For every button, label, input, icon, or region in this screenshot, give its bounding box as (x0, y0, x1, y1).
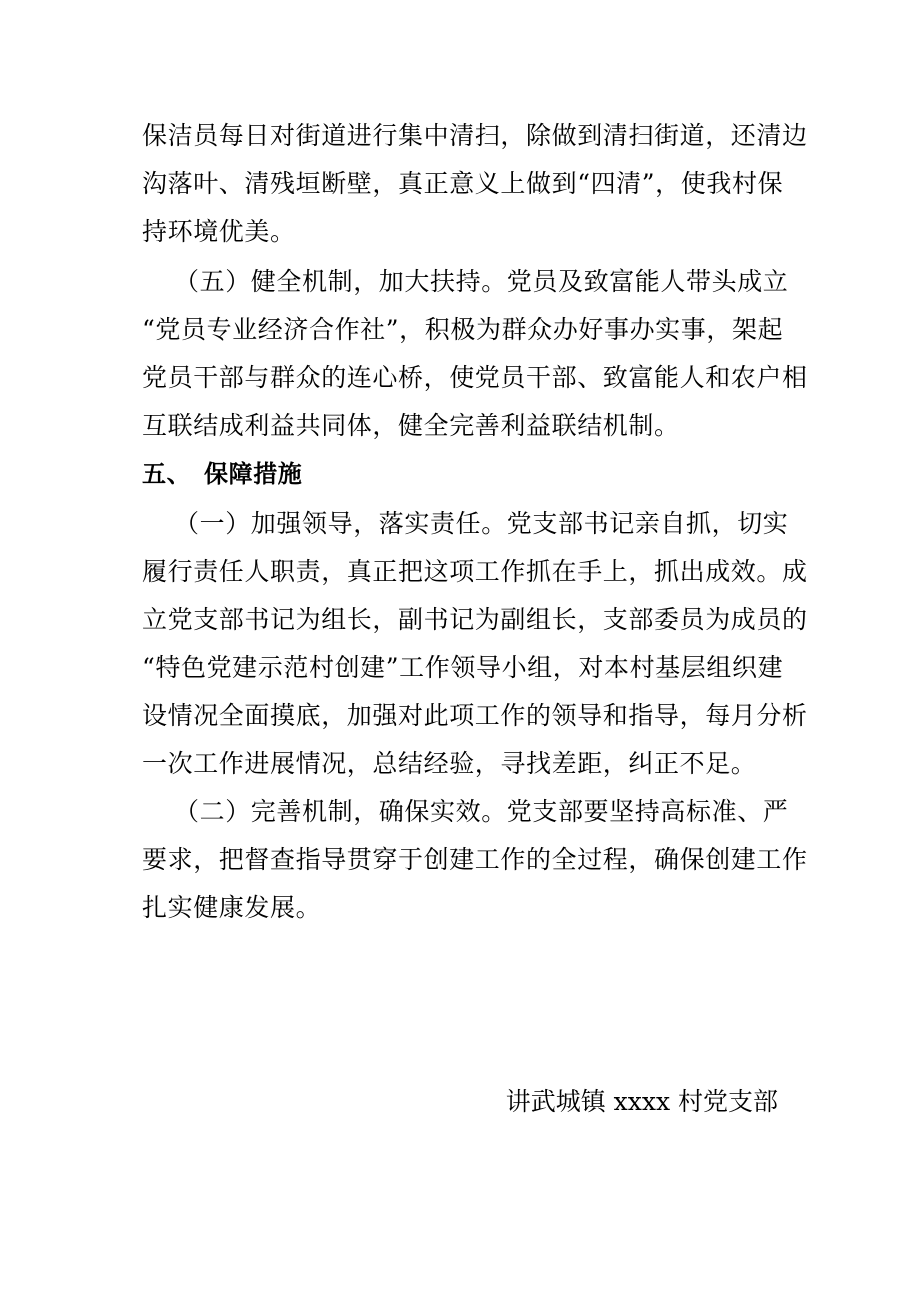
paragraph-line: 持环境优美。 (142, 217, 296, 246)
paragraph-line: 互联结成利益共同体，健全完善利益联结机制。 (142, 411, 680, 440)
paragraph-line: “党员专业经济合作社”，积极为群众办好事办实事，架起 (142, 315, 784, 344)
section-number: 五、 (142, 460, 192, 488)
signature: 讲武城镇 xxxx 村党支部 (505, 1087, 778, 1116)
section-heading (142, 450, 302, 498)
paragraph-line: 扎实健康发展。 (142, 893, 322, 922)
paragraph-line: 沟落叶、清残垣断壁，真正意义上做到“四清”，使我村保 (142, 169, 784, 198)
paragraph-line: 履行责任人职责，真正把这项工作抓在手上，抓出成效。成 (142, 557, 808, 586)
paragraph-line: “特色党建示范村创建”工作领导小组，对本村基层组织建 (142, 653, 784, 682)
paragraph-line: 一次工作进展情况，总结经验，寻找差距，纠正不足。 (142, 749, 757, 778)
paragraph-line: 要求，把督查指导贯穿于创建工作的全过程，确保创建工作 (142, 845, 808, 874)
section-title: 保障措施 (204, 460, 303, 488)
paragraph-line: 保洁员每日对街道进行集中清扫，除做到清扫街道，还清边 (142, 121, 808, 150)
paragraph-line: 立党支部书记为组长，副书记为副组长，支部委员为成员的 (142, 605, 808, 634)
paragraph-line: 设情况全面摸底，加强对此项工作的领导和指导，每月分析 (142, 701, 808, 730)
paragraph-line: （五）健全机制，加大扶持。党员及致富能人带头成立 (174, 267, 789, 296)
paragraph-line: （二）完善机制，确保实效。党支部要坚持高标准、严 (174, 797, 789, 826)
paragraph-line: （一）加强领导，落实责任。党支部书记亲自抓，切实 (174, 509, 789, 538)
paragraph-line: 党员干部与群众的连心桥，使党员干部、致富能人和农户相 (142, 363, 808, 392)
